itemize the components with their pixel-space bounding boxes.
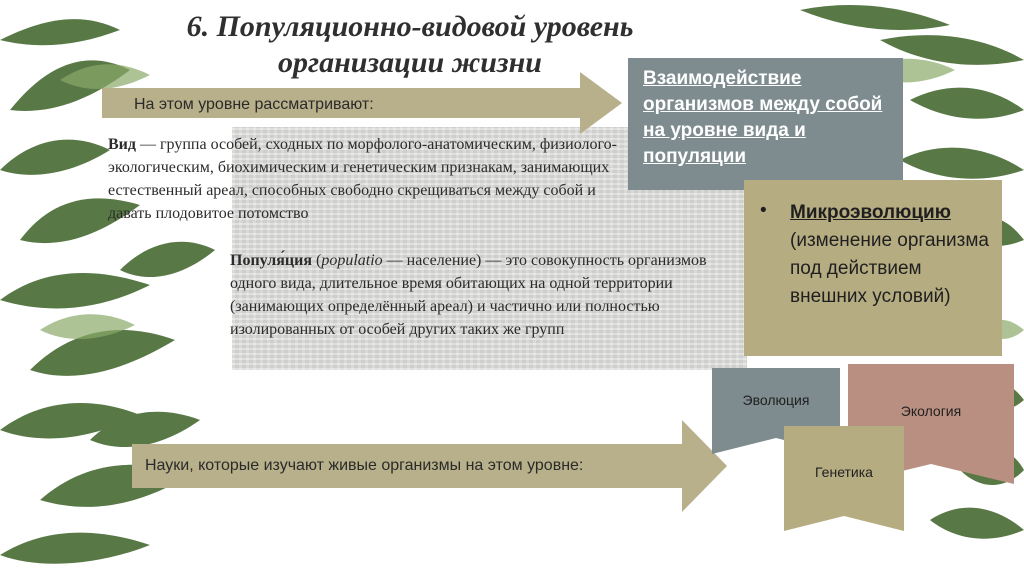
science-evolution: Эволюция <box>742 392 810 408</box>
arrow-label-top: На этом уровне рассматривают: <box>134 96 374 113</box>
species-definition <box>108 133 618 225</box>
microevolution-text <box>790 199 995 311</box>
science-ecology: Экология <box>900 403 962 419</box>
population-definition-text: — население) — это совокупность организмов одного вида, длительное время обитающих на одной территории (занимающих определённый ареал) и частично или полностью изолированных от особей других таких же групп <box>230 252 707 338</box>
microevolution-bullet: • <box>760 200 767 221</box>
microevolution-term: Микроэволюцию <box>790 202 951 223</box>
science-genetics: Генетика <box>815 464 873 480</box>
microevolution-description: (изменение организма под действием внешних условий) <box>790 230 989 307</box>
population-definition: Популя́ция (populatio — население) — это совокупность организмов одного вида, длительное время обитающих на одной территории (занимающих определённый ареал) и частично или полностью изолированных от особей других таких же групп <box>230 252 707 338</box>
page-title-line1: 6. Популяционно-видовой уровень <box>186 10 634 43</box>
population-latin: populatio <box>321 252 383 269</box>
population-term: Популя́ция <box>230 252 312 269</box>
interaction-box-text: Взаимодействие организмов между собой на уровне вида и популяции <box>643 68 883 167</box>
page-title-line2: организации жизни <box>278 46 542 79</box>
species-term: Вид <box>108 136 136 153</box>
arrow-label-bottom: Науки, которые изучают живые организмы на этом уровне: <box>145 457 584 474</box>
species-definition-text: — группа особей, сходных по морфолого-анатомическим, физиолого-экологическим, биохимическим и генетическим признакам, занимающих естественный ареал, способных свободно скрещиваться между собой и давать плодовитое потомство <box>108 136 617 222</box>
